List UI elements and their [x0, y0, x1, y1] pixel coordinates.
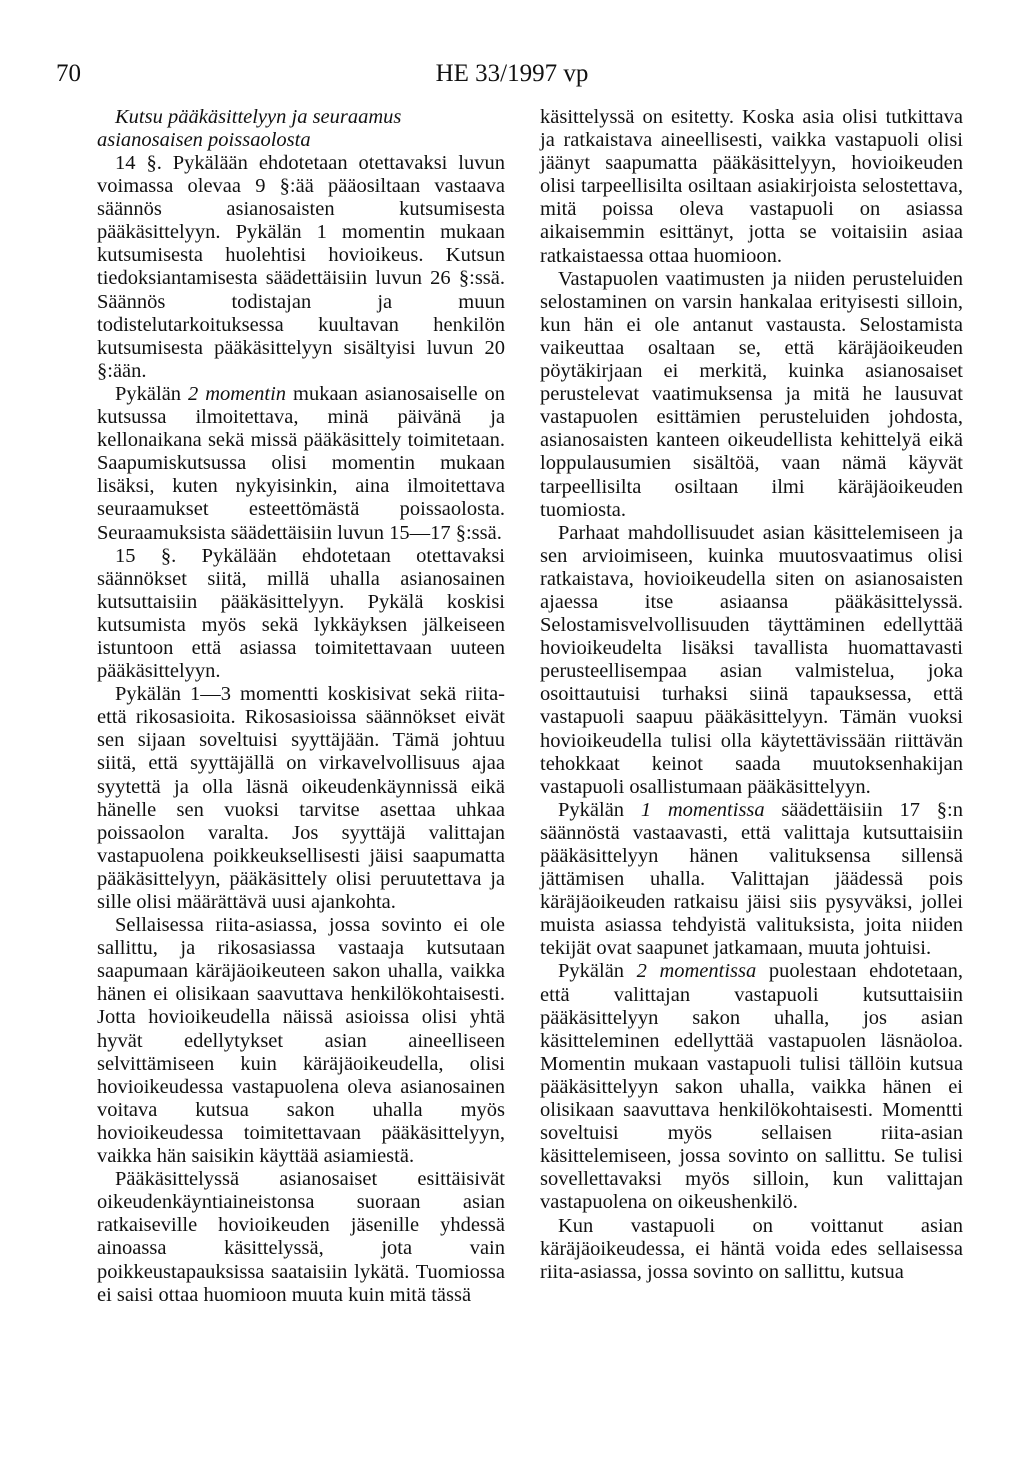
- paragraph-text: puolestaan ehdotetaan, että valittajan vastapuoli kutsuttaisiin pääkäsittelyyn sakon uhalla, jos asian käsitteleminen edellyttää vastapuolen läsnäoloa. Momentin mukaan vastapuoli tulisi tällöin kutsua pääkäsittelyyn sakon uhalla, vaikka hänen ei olisikaan saavuttava henkilökohtaisesti. Momentti soveltuisi myös sellaisen riita-asian käsittelemiseen, jossa sovinto on sallittu. Se tulisi sovellettavaksi myös silloin, kun valittajan vastapuolena on oikeushenkilö.: [540, 960, 963, 1214]
- paragraph-text: säädettäisiin 17 §:n säännöstä vastaavasti, että valittaja kutsuttaisiin pääkäsittelyyn hänen valituksensa sillensä jättämisen uhalla. Valittajan jäädessä pois käräjäoikeuden ratkaisu jäisi siis pysyväksi, jollei muista asiassa tehdyistä valituksista, joita niiden tekijät ovat saapunet jatkamaan, muuta johtuisi.: [540, 798, 963, 960]
- paragraph-text: Pykälän: [115, 382, 188, 405]
- paragraph-text: Pykälän: [558, 798, 641, 821]
- paragraph-riita-asia: Sellaisessa riita-asiassa, jossa sovinto ei ole sallittu, ja rikosasiassa vastaaja kutsutaan saapumaan käräjäoikeuteen sakon uhalla, vaikka hänen ei olisikaan saavuttava henkilökohtaisesti. Jotta hovioikeudella näissä asioissa olisi yhtä hyvät edellytykset asian aineelliseen selvittämiseen kuin käräjäoikeudella, olisi hovioikeudessa vastapuolena oleva asianosainen voitava kutsua sakon uhalla myös hovioikeudessa toimitettavaan pääkäsittelyyn, vaikka hän saisikin käyttää asiamiestä.: [97, 914, 505, 1168]
- paragraph-paakasittely: Pääkäsittelyssä asianosaiset esittäisivät oikeudenkäyntiaineistonsa suoraan asian ratkaiseville hovioikeuden jäsenille yhdessä ainoassa käsittelyssä, jota vain poikkeustapauksissa saataisiin lykätä. Tuomiossa ei saisi ottaa huomioon muuta kuin mitä tässä: [97, 1168, 505, 1306]
- paragraph-continuation: käsittelyssä on esitetty. Koska asia olisi tutkittava ja ratkaistava aineellisesti, vaikka vastapuoli olisi jäänyt saapumatta pääkäsittelyyn, hovioikeuden olisi tarpeellisilta osiltaan asiakirjoista selostettava, mitä poissa oleva vastapuoli on asiassa aikaisemmin esittänyt, jotta se voitaisiin asiaa ratkaistaessa ottaa huomioon.: [540, 106, 963, 267]
- paragraph-moment-1: [540, 799, 963, 961]
- paragraph-14-section: 14 §. Pykälään ehdotetaan otettavaksi luvun voimassa olevaa 9 §:ää pääosiltaan vastaava säännös asianosaisten kutsumisesta pääkäsittelyyn. Pykälän 1 momentin mukaan kutsumisesta huolehtisi hovioikeus. Kutsun tiedoksiantamisesta säädettäisiin luvun 26 §:ssä. Säännös todistajan ja muun todistelutarkoituksessa kuultavan henkilön kutsumisesta pääkäsittelyyn sisältyisi luvun 20 §:ään.: [97, 152, 505, 382]
- paragraph-text: mukaan asianosaiselle on kutsussa ilmoitettava, minä päivänä ja kellonaikana sekä missä pääkäsittely toimitetaan. Saapumiskutsussa olisi momentin mukaan lisäksi, kuten nykyisinkin, aina ilmoitettava seuraamukset esteettömästä poissaolosta. Seuraamuksista säädettäisiin luvun 15—17 §:ssä.: [97, 382, 505, 544]
- paragraph-15-section: 15 §. Pykälään ehdotetaan otettavaksi säännökset siitä, millä uhalla asianosainen kutsuttaisiin pääkäsittelyyn. Pykälä koskisi kutsumista myös sekä lykkäyksen jälkeiseen istuntoon että asiassa toimitettavaan uuteen pääkäsittelyyn.: [97, 544, 505, 683]
- emphasis-text: 2 momentissa: [636, 960, 757, 983]
- left-column: [97, 106, 505, 1307]
- paragraph-text: Pykälän: [558, 960, 637, 983]
- paragraph-moment-2: [540, 960, 963, 1214]
- right-column: [540, 106, 963, 1284]
- paragraph-14-moment-2: [97, 383, 505, 545]
- emphasis-text: 2 momentin: [188, 382, 287, 405]
- running-head: HE 33/1997 vp: [435, 60, 589, 87]
- page-number: 70: [56, 60, 81, 87]
- section-heading: Kutsu pääkäsittelyyn ja seuraamus asianosaisen poissaolosta: [97, 106, 402, 151]
- paragraph-voittanut: Kun vastapuoli on voittanut asian käräjäoikeudessa, ei häntä voida edes sellaisessa riita-asiassa, jossa sovinto on sallittu, kutsua: [540, 1214, 963, 1283]
- paragraph-vastapuoli: Vastapuolen vaatimusten ja niiden perusteluiden selostaminen on varsin hankalaa erityisesti silloin, kun hän ei ole antanut vastausta. Selostamista vaikeuttaa osaltaan se, että käräjäoikeuden pöytäkirjaan ei merkitä, kuinka asianosaiset perustelevat vaatimuksensa ja mitä he lausuvat vastapuolen esittämien perusteluiden johdosta, asianosaisten kanteen oikeudellista kehittelyä eikä loppulausumien sisältöä, vaan nämä käyvät tarpeellisilta osiltaan ilmi käräjäoikeuden tuomiosta.: [540, 267, 963, 521]
- emphasis-text: 1 momentissa: [640, 798, 765, 821]
- paragraph-15-moments: Pykälän 1—3 momentti koskisivat sekä riita- että rikosasioita. Rikosasioissa säännökset eivät sen sijaan soveltuisi syyttäjään. Tämä johtuu siitä, että syyttäjällä on virkavelvollisuus ajaa syytettä ja olla läsnä oikeudenkäynnissä eikä hänelle sen vuoksi tarvitse asettaa uhkaa poissaolon varalta. Jos syyttäjä valittajan vastapuolena poikkeuksellisesti jäisi saapumatta pääkäsittelyyn, pääkäsittely olisi peruutettava ja sille olisi määrättävä uusi ajankohta.: [97, 683, 505, 913]
- paragraph-mahdollisuudet: Parhaat mahdollisuudet asian käsittelemiseen ja sen arvioimiseen, kuinka muutosvaatimus olisi ratkaistava, hovioikeudella siten on asianosaisten ajaessa itse asiaansa pääkäsittelyssä. Selostamisvelvollisuuden täyttäminen edellyttää hovioikeudelta lisäksi tavallista huomattavasti perusteellisempaa asian valmistelua, joka osoittautuisi turhaksi siinä tapauksessa, että vastapuoli saapuu pääkäsittelyyn. Tämän vuoksi hovioikeudella tulisi olla käytettävissään riittävän tehokkaat keinot saada muutoksenhakijan vastapuoli osallistumaan pääkäsittelyyn.: [540, 521, 963, 798]
